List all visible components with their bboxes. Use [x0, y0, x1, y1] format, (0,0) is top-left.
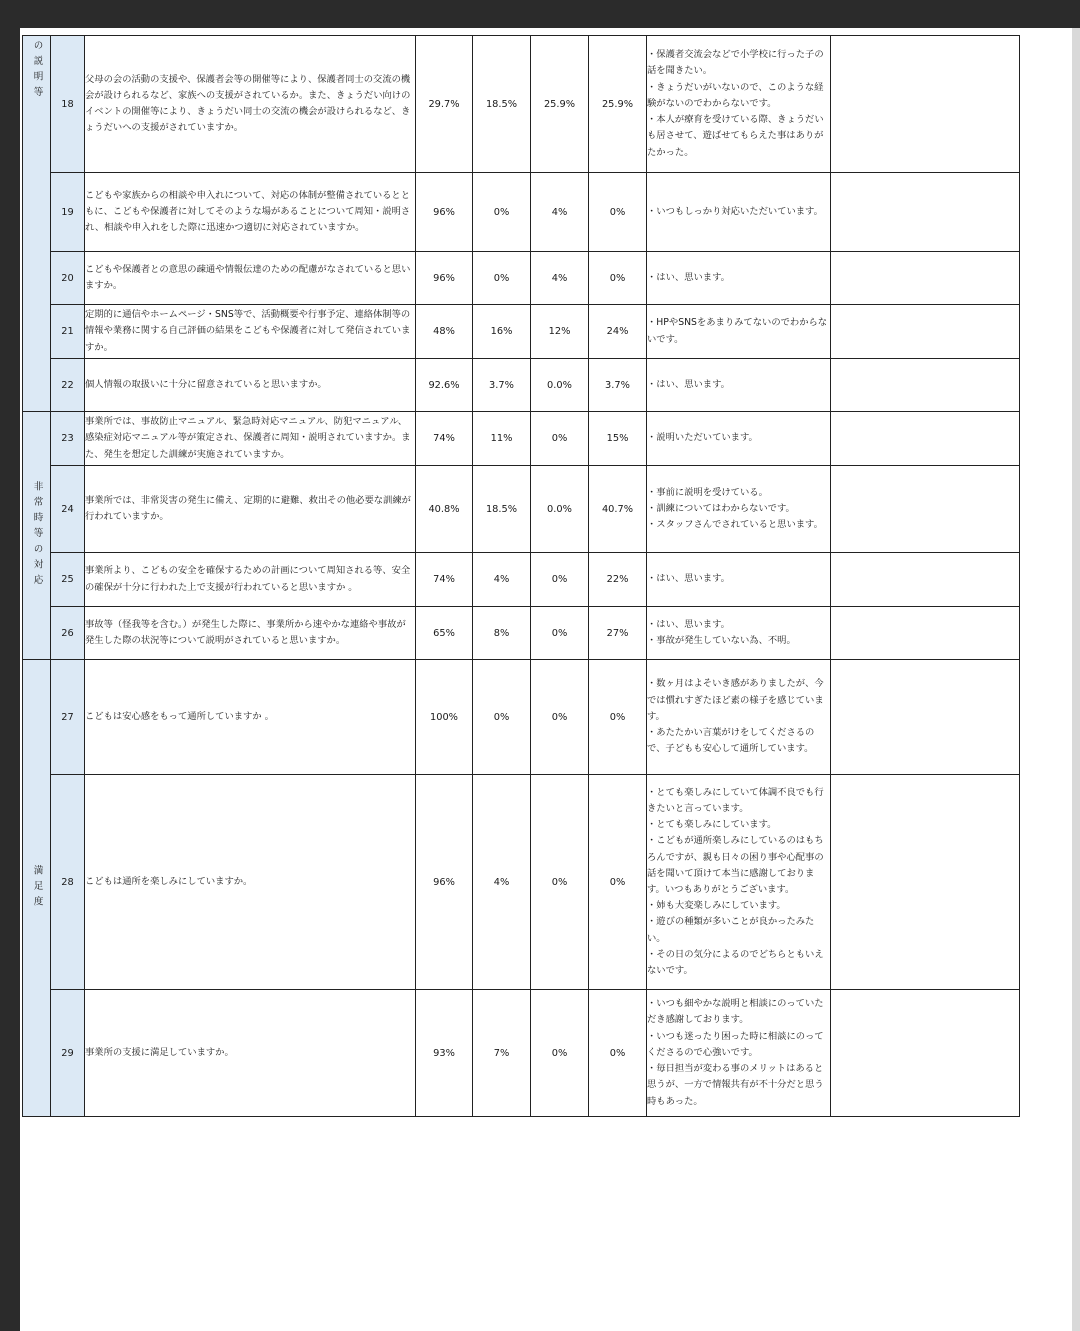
- percent-unknown: 3.7%: [605, 379, 630, 391]
- percent-no: 0%: [551, 711, 568, 723]
- percent-yes: 100%: [429, 711, 458, 723]
- percent-yes-cell: [416, 607, 473, 660]
- percent-no: 4%: [551, 272, 568, 284]
- table-row: [23, 305, 1020, 359]
- response-cell: [831, 607, 1020, 660]
- question-number-cell: [51, 990, 85, 1117]
- question-text: 事業所より、こどもの安全を確保するための計画について周知される等、安全の確保が十分に行われた上で支援が行われていると思いますか 。: [85, 565, 411, 593]
- comment-text: ・説明いただいています。: [647, 432, 758, 444]
- table-row: [23, 990, 1020, 1117]
- percent-unknown-cell: [589, 412, 647, 466]
- percent-neutral-cell: [473, 660, 531, 775]
- percent-unknown-cell: [589, 36, 647, 173]
- question-text: 事業所では、非常災害の発生に備え、定期的に避難、救出その他必要な訓練が行われていますか。: [85, 494, 411, 522]
- question-text-cell: [85, 173, 416, 252]
- comment-text-cell: [647, 553, 831, 607]
- percent-unknown: 0%: [609, 876, 626, 888]
- comment-text: ・はい、思います。: [647, 378, 730, 390]
- category-label: 非常時等の対応: [31, 480, 43, 591]
- percent-neutral-cell: [473, 607, 531, 660]
- question-number: 23: [61, 433, 74, 444]
- question-number-cell: [51, 305, 85, 359]
- question-number-cell: [51, 466, 85, 553]
- response-cell: [831, 775, 1020, 990]
- percent-neutral: 3.7%: [489, 379, 514, 391]
- percent-no: 12%: [548, 326, 571, 337]
- comment-text-cell: [647, 660, 831, 775]
- category-label: 満足度: [31, 864, 43, 912]
- question-text: 父母の会の活動の支援や、保護者会等の開催等により、保護者同士の交流の機会が設けられるなど、家族への支援がされているか。また、きょうだい向けのイベントの開催等により、きょうだい同士の交流の機会が設けられるなど、きょうだいへの支援がされていますか。: [85, 73, 411, 134]
- question-text: 事業所の支援に満足していますか。: [85, 1046, 234, 1058]
- percent-unknown: 0%: [609, 711, 626, 723]
- percent-unknown: 15%: [606, 433, 629, 444]
- percent-unknown-cell: [589, 607, 647, 660]
- comment-text: ・HPやSNSをあまりみてないのでわからないです。: [647, 317, 828, 345]
- comment-text: ・いつもしっかり対応いただいています。: [647, 205, 823, 217]
- response-cell: [831, 660, 1020, 775]
- category-cell: [23, 412, 51, 660]
- percent-unknown: 22%: [606, 574, 629, 585]
- percent-yes: 96%: [433, 272, 455, 284]
- question-number-cell: [51, 775, 85, 990]
- comment-text-cell: [647, 36, 831, 173]
- percent-unknown-cell: [589, 660, 647, 775]
- percent-unknown-cell: [589, 775, 647, 990]
- percent-yes-cell: [416, 660, 473, 775]
- percent-no-cell: [531, 607, 589, 660]
- question-number: 18: [61, 98, 74, 110]
- percent-no: 0%: [551, 876, 568, 888]
- question-number: 20: [61, 272, 74, 284]
- comment-text-cell: [647, 775, 831, 990]
- comment-text-cell: [647, 607, 831, 660]
- percent-yes: 48%: [433, 326, 455, 337]
- question-text-cell: [85, 553, 416, 607]
- table-row: [23, 466, 1020, 553]
- percent-no-cell: [531, 252, 589, 305]
- percent-neutral: 7%: [493, 1047, 510, 1059]
- percent-no-cell: [531, 553, 589, 607]
- question-text-cell: [85, 36, 416, 173]
- percent-no: 0%: [551, 1047, 568, 1059]
- question-number: 24: [61, 503, 74, 515]
- percent-no-cell: [531, 466, 589, 553]
- percent-no-cell: [531, 660, 589, 775]
- question-number-cell: [51, 359, 85, 412]
- percent-yes-cell: [416, 553, 473, 607]
- question-number-cell: [51, 173, 85, 252]
- viewer-edge: [1072, 28, 1080, 1331]
- percent-yes: 96%: [433, 876, 455, 888]
- question-text: こどもは通所を楽しみにしていますか。: [85, 875, 253, 887]
- question-text-cell: [85, 466, 416, 553]
- percent-yes: 96%: [433, 206, 455, 218]
- percent-no: 0.0%: [547, 503, 572, 515]
- percent-no: 0.0%: [547, 379, 572, 391]
- question-number: 28: [61, 876, 74, 888]
- comment-text-cell: [647, 305, 831, 359]
- question-text-cell: [85, 359, 416, 412]
- percent-neutral: 0%: [493, 711, 510, 723]
- percent-yes-cell: [416, 36, 473, 173]
- percent-yes: 74%: [433, 433, 455, 444]
- question-number: 22: [61, 379, 74, 391]
- question-text: こどもや保護者との意思の疎通や情報伝達のための配慮がなされていると思いますか。: [85, 263, 411, 291]
- category-cell: [23, 36, 51, 412]
- comment-text: ・はい、思います。: [647, 271, 730, 283]
- percent-neutral: 0%: [493, 206, 510, 218]
- percent-unknown-cell: [589, 252, 647, 305]
- comment-text: ・保護者交流会などで小学校に行った子の話を聞きたい。 ・きょうだいがいないので、このような経験がないのでわからないです。 ・本人が療育を受けている際、きょうだいも居させて、遊ばせてもらえた事はありがたかった。: [647, 49, 824, 158]
- percent-no: 0%: [551, 574, 568, 585]
- percent-yes-cell: [416, 466, 473, 553]
- percent-yes: 65%: [433, 627, 455, 639]
- question-text: こどもは安心感をもって通所していますか 。: [85, 710, 274, 722]
- percent-yes-cell: [416, 305, 473, 359]
- percent-no-cell: [531, 359, 589, 412]
- percent-neutral-cell: [473, 412, 531, 466]
- table-row: [23, 660, 1020, 775]
- table-row: [23, 412, 1020, 466]
- table-row: [23, 359, 1020, 412]
- percent-yes-cell: [416, 173, 473, 252]
- percent-no-cell: [531, 36, 589, 173]
- percent-neutral-cell: [473, 173, 531, 252]
- percent-yes: 40.8%: [428, 503, 460, 515]
- response-cell: [831, 553, 1020, 607]
- comment-text-cell: [647, 412, 831, 466]
- response-cell: [831, 466, 1020, 553]
- percent-no-cell: [531, 990, 589, 1117]
- question-text: 事業所では、事故防止マニュアル、緊急時対応マニュアル、防犯マニュアル、感染症対応マニュアル等が策定され、保護者に周知・説明されていますか。また、発生を想定した訓練が実施されていますか。: [85, 416, 411, 460]
- table-row: [23, 553, 1020, 607]
- comment-text: ・とても楽しみにしていて体調不良でも行きたいと言っています。 ・とても楽しみにしています。 ・こどもが通所楽しみにしているのはもちろんですが、親も日々の困り事や心配事の話を聞いて頂けて本当に感謝しております。いつもありがとうございます。 ・姉も大変楽しみにしています。 ・遊びの種類が多いことが良かったみたい。 ・その日の気分によるのでどちらともいえないです。: [647, 786, 824, 977]
- percent-no-cell: [531, 305, 589, 359]
- percent-no: 0%: [551, 433, 568, 444]
- percent-unknown-cell: [589, 990, 647, 1117]
- percent-neutral-cell: [473, 990, 531, 1117]
- question-number: 19: [61, 206, 74, 218]
- comment-text: ・事前に説明を受けている。 ・訓練についてはわからないです。 ・スタッフさんでされていると思います。: [647, 486, 823, 531]
- percent-yes-cell: [416, 412, 473, 466]
- question-number: 26: [61, 627, 74, 639]
- table-row: [23, 252, 1020, 305]
- response-cell: [831, 173, 1020, 252]
- percent-neutral-cell: [473, 553, 531, 607]
- response-cell: [831, 359, 1020, 412]
- question-text-cell: [85, 412, 416, 466]
- percent-no-cell: [531, 173, 589, 252]
- response-cell: [831, 412, 1020, 466]
- percent-neutral: 0%: [493, 272, 510, 284]
- comment-text: ・はい、思います。: [647, 573, 730, 585]
- percent-neutral-cell: [473, 775, 531, 990]
- percent-yes-cell: [416, 359, 473, 412]
- percent-neutral-cell: [473, 252, 531, 305]
- percent-unknown-cell: [589, 305, 647, 359]
- response-cell: [831, 252, 1020, 305]
- percent-unknown: 0%: [609, 272, 626, 284]
- question-number: 25: [61, 574, 74, 585]
- percent-unknown: 24%: [606, 326, 629, 337]
- comment-text-cell: [647, 359, 831, 412]
- percent-unknown-cell: [589, 359, 647, 412]
- question-number-cell: [51, 412, 85, 466]
- table-row: [23, 36, 1020, 173]
- percent-unknown: 27%: [606, 627, 629, 639]
- comment-text: ・はい、思います。 ・事故が発生していない為、不明。: [647, 618, 796, 646]
- percent-no: 25.9%: [543, 98, 576, 110]
- percent-unknown: 25.9%: [601, 98, 634, 110]
- percent-yes: 74%: [433, 574, 455, 585]
- question-number-cell: [51, 252, 85, 305]
- percent-neutral-cell: [473, 305, 531, 359]
- question-text-cell: [85, 252, 416, 305]
- percent-neutral: 16%: [490, 326, 513, 337]
- question-text: 事故等（怪我等を含む。）が発生した際に、事業所から速やかな連絡や事故が発生した際の状況等について説明がされていると思いますか。: [85, 618, 406, 646]
- percent-neutral: 11%: [490, 433, 513, 444]
- question-number-cell: [51, 607, 85, 660]
- question-number-cell: [51, 660, 85, 775]
- question-text-cell: [85, 607, 416, 660]
- percent-no: 0%: [551, 627, 568, 639]
- percent-neutral-cell: [473, 466, 531, 553]
- percent-unknown-cell: [589, 553, 647, 607]
- response-cell: [831, 36, 1020, 173]
- response-cell: [831, 305, 1020, 359]
- question-text-cell: [85, 660, 416, 775]
- question-number-cell: [51, 553, 85, 607]
- question-text: 定期的に通信やホームページ・SNS等で、活動概要や行事予定、連絡体制等の情報や業務に関する自己評価の結果をこどもや保護者に対して発信されていますか。: [85, 309, 411, 353]
- percent-neutral: 18.5%: [485, 98, 518, 110]
- percent-no-cell: [531, 775, 589, 990]
- percent-no-cell: [531, 412, 589, 466]
- question-text-cell: [85, 990, 416, 1117]
- comment-text-cell: [647, 990, 831, 1117]
- percent-unknown-cell: [589, 173, 647, 252]
- table-row: [23, 607, 1020, 660]
- comment-text-cell: [647, 466, 831, 553]
- percent-yes-cell: [416, 990, 473, 1117]
- percent-yes: 93%: [433, 1047, 455, 1059]
- percent-yes-cell: [416, 252, 473, 305]
- percent-unknown: 0%: [609, 206, 626, 218]
- percent-neutral: 8%: [493, 627, 510, 639]
- percent-neutral-cell: [473, 36, 531, 173]
- comment-text-cell: [647, 252, 831, 305]
- percent-yes: 29.7%: [428, 98, 460, 110]
- survey-table: [22, 35, 1020, 1117]
- question-text: 個人情報の取扱いに十分に留意されていると思いますか。: [85, 378, 327, 390]
- response-cell: [831, 990, 1020, 1117]
- comment-text: ・いつも細やかな説明と相談にのっていただき感謝しております。 ・いつも迷ったり困った時に相談にのってくださるので心強いです。 ・毎日担当が変わる事のメリットはあると思うが、一方で情報共有が不十分だと思う時もあった。: [647, 998, 824, 1107]
- question-text-cell: [85, 305, 416, 359]
- percent-neutral-cell: [473, 359, 531, 412]
- table-row: [23, 173, 1020, 252]
- question-number-cell: [51, 36, 85, 173]
- category-cell: [23, 660, 51, 1117]
- percent-neutral: 4%: [493, 574, 510, 585]
- question-number: 27: [61, 711, 74, 723]
- question-number: 29: [61, 1047, 74, 1059]
- comment-text: ・数ヶ月はよそいき感がありましたが、今では慣れすぎたほど素の様子を感じています。 ・あたたかい言葉がけをしてくださるので、子どもも安心して通所しています。: [647, 678, 824, 755]
- percent-neutral: 18.5%: [485, 503, 518, 515]
- question-number: 21: [61, 326, 74, 337]
- percent-neutral: 4%: [493, 876, 510, 888]
- comment-text-cell: [647, 173, 831, 252]
- category-label: の説明等: [31, 40, 43, 103]
- percent-unknown: 40.7%: [601, 503, 634, 515]
- percent-yes-cell: [416, 775, 473, 990]
- percent-unknown: 0%: [609, 1047, 626, 1059]
- percent-no: 4%: [551, 206, 568, 218]
- question-text-cell: [85, 775, 416, 990]
- percent-unknown-cell: [589, 466, 647, 553]
- table-row: [23, 775, 1020, 990]
- question-text: こどもや家族からの相談や申入れについて、対応の体制が整備されているとともに、こどもや保護者に対してそのような場があることについて周知・説明され、相談や申入れをした際に迅速かつ適切に対応されていますか。: [85, 189, 411, 234]
- percent-yes: 92.6%: [428, 379, 460, 391]
